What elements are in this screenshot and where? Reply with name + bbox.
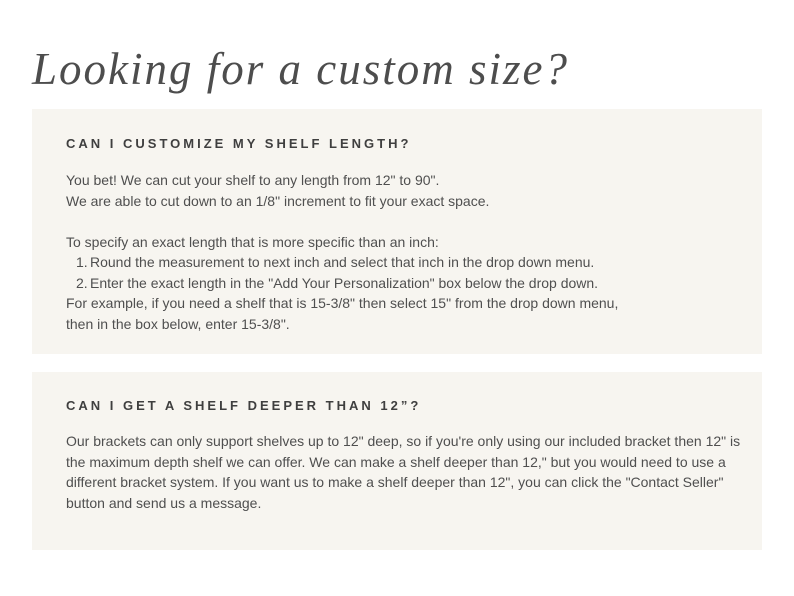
answer-line: For example, if you need a shelf that is 15-3/8" then select 15" from the drop down menu, — [66, 295, 619, 311]
faq-heading: CAN I GET A SHELF DEEPER THAN 12”? — [66, 398, 422, 413]
answer-line: then in the box below, enter 15-3/8". — [66, 315, 290, 332]
answer-line: We are able to cut down to an 1/8" increment to fit your exact space. — [66, 192, 490, 209]
step-number: 1. — [76, 254, 88, 270]
faq-heading: CAN I CUSTOMIZE MY SHELF LENGTH? — [66, 136, 412, 151]
faq-answer — [66, 170, 742, 334]
answer-line: You bet! We can cut your shelf to any length from 12" to 90". — [66, 172, 440, 188]
list-item — [66, 252, 742, 273]
step-text: Enter the exact length in the "Add Your Personalization" box below the drop down. — [90, 274, 599, 291]
faq-card-shelf-depth — [32, 372, 762, 550]
list-item — [66, 273, 742, 294]
page-title: Looking for a custom size? — [32, 44, 570, 94]
answer-line: To specify an exact length that is more specific than an inch: — [66, 233, 439, 250]
paragraph-spacer — [66, 211, 742, 232]
steps-list — [66, 252, 742, 293]
step-text: Round the measurement to next inch and select that inch in the drop down menu. — [90, 254, 595, 270]
step-number: 2. — [76, 274, 88, 291]
faq-card-shelf-length — [32, 109, 762, 354]
faq-answer: Our brackets can only support shelves up to 12" deep, so if you're only using our included bracket then 12" is the maximum depth shelf we can offer. We can make a shelf deeper than 12," but you would need to use a different bracket system. If you want us to make a shelf deeper than 12", you can click the "Contact Seller" button and send us a message. — [66, 433, 741, 511]
